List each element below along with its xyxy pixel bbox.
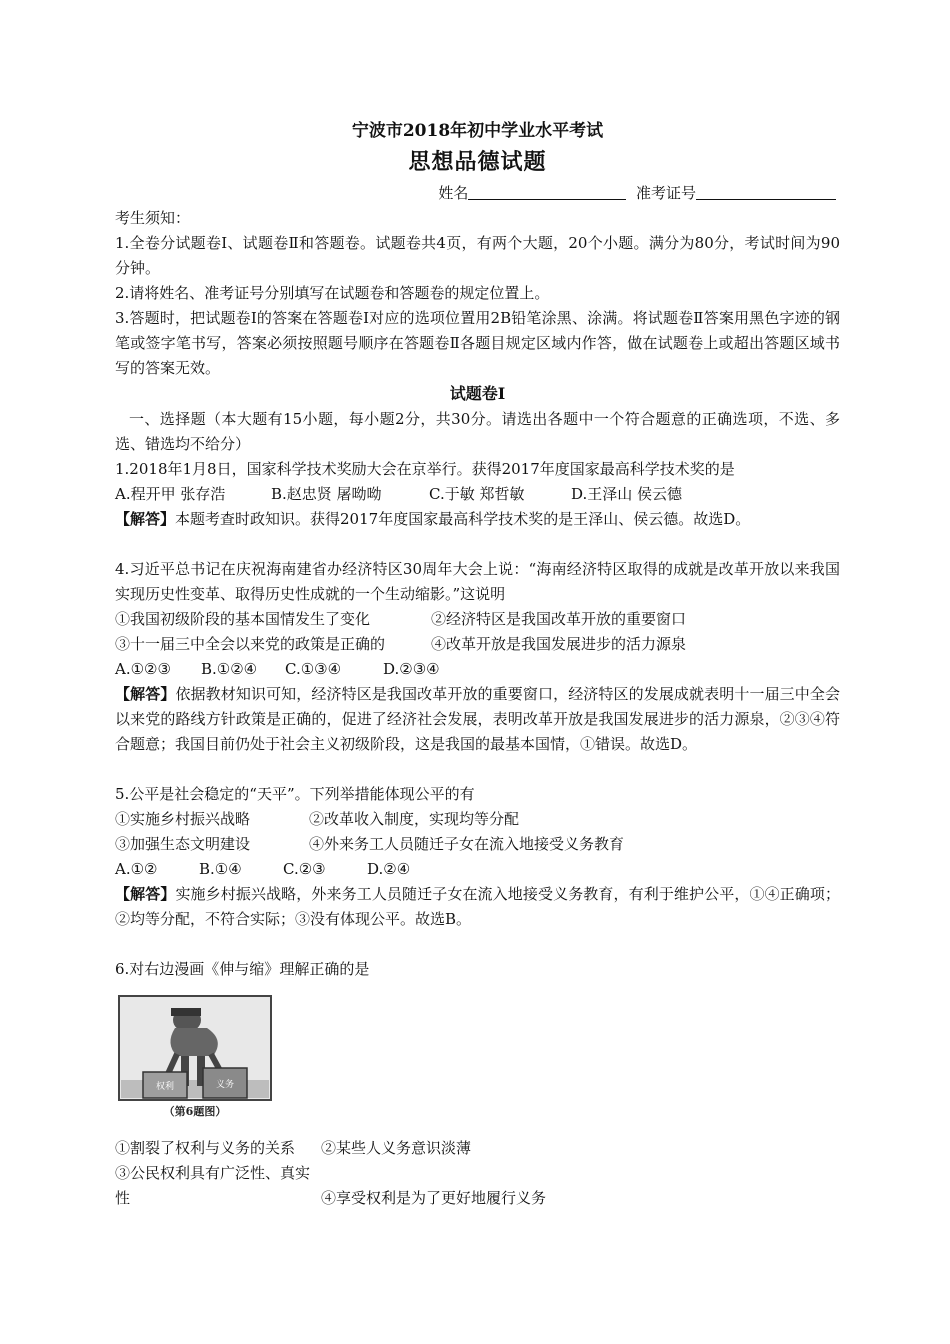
- question-4-answer: [115, 682, 840, 757]
- cartoon-figure: [115, 994, 275, 1122]
- option-d: D.②④: [367, 860, 411, 878]
- question-1-options: [115, 482, 840, 507]
- question-6-statements: [115, 1136, 840, 1161]
- question-5-statements: [115, 807, 840, 832]
- question-1-answer: [115, 507, 840, 532]
- statement-3: ③十一届三中全会以来党的政策是正确的: [115, 635, 386, 653]
- option-a: A.程开甲 张存浩: [115, 485, 226, 503]
- statement-3: ③加强生态文明建设: [115, 835, 251, 853]
- answer-label: 【解答】: [115, 510, 176, 528]
- question-5-options: [115, 857, 840, 882]
- statement-4: ④外来务工人员随迁子女在流入地接受义务教育: [309, 835, 625, 853]
- option-b: B.①②④: [201, 660, 258, 678]
- statement-4: ④享受权利是为了更好地履行义务: [321, 1189, 547, 1207]
- question-5-statements: [115, 832, 840, 857]
- exam-title: 宁波市2018年初中学业水平考试: [351, 121, 604, 141]
- question-4-statements: [115, 632, 840, 657]
- option-c: C.②③: [283, 860, 326, 878]
- statement-2: ②改革收入制度，实现均等分配: [309, 810, 520, 828]
- option-b: B.赵忠贤 屠呦呦: [271, 485, 382, 503]
- name-blank: [468, 183, 626, 200]
- notice-item: 2.请将姓名、准考证号分别填写在试题卷和答题卷的规定位置上。: [115, 284, 550, 302]
- cartoon-illustration: [115, 994, 275, 1122]
- question-4-options: [115, 657, 840, 682]
- left-box-label: 权利: [155, 1082, 175, 1092]
- exam-subtitle: 思想品德试题: [408, 149, 547, 175]
- name-label: 姓名: [438, 184, 469, 202]
- statement-4: ④改革开放是我国发展进步的活力源泉: [431, 635, 687, 653]
- candidate-info-row: [115, 180, 840, 206]
- option-d: D.王泽山 侯云德: [571, 485, 683, 503]
- answer-label: 【解答】: [115, 885, 176, 903]
- question-1-stem: 1.2018年1月8日，国家科学技术奖励大会在京举行。获得2017年度国家最高科学技术奖的是: [115, 460, 735, 478]
- statement-1: ①实施乡村振兴战略: [115, 810, 251, 828]
- question-4-statements: [115, 607, 840, 632]
- statement-1: ①割裂了权利与义务的关系: [115, 1139, 296, 1157]
- option-d: D.②③④: [383, 660, 440, 678]
- answer-text: 依据教材知识可知，经济特区是我国改革开放的重要窗口，经济特区的发展成就表明十一届三中全会以来党的路线方针政策是正确的，促进了经济社会发展，表明改革开放是我国发展进步的活力源泉，②③④符合题意；我国目前仍处于社会主义初级阶段，这是我国的最基本国情，①错误。故选D。: [115, 685, 840, 753]
- answer-label: 【解答】: [115, 685, 176, 703]
- question-6-statements: [115, 1161, 840, 1211]
- section-title: 试题卷Ⅰ: [449, 384, 506, 403]
- question-4-stem: 4.习近平总书记在庆祝海南建省办经济特区30周年大会上说：“海南经济特区取得的成就是改革开放以来我国实现历史性变革、取得历史性成就的一个生动缩影。”这说明: [115, 560, 840, 603]
- question-6-stem: 6.对右边漫画《伸与缩》理解正确的是: [115, 960, 370, 978]
- figure-caption: （第6题图）: [163, 1105, 227, 1118]
- statement-2: ②某些人义务意识淡薄: [321, 1139, 472, 1157]
- notice-item: 1.全卷分试题卷Ⅰ、试题卷Ⅱ和答题卷。试题卷共4页，有两个大题，20个小题。满分为80分，考试时间为90分钟。: [115, 234, 840, 277]
- id-label: 准考证号: [635, 184, 696, 202]
- option-c: C.①③④: [285, 660, 342, 678]
- statement-2: ②经济特区是我国改革开放的重要窗口: [431, 610, 687, 628]
- id-blank: [696, 183, 836, 200]
- answer-text: 本题考查时政知识。获得2017年度国家最高科学技术奖的是王泽山、侯云德。故选D。: [175, 510, 751, 528]
- question-5-answer: [115, 882, 840, 932]
- right-box-label: 义务: [215, 1080, 235, 1090]
- option-a: A.①②: [115, 860, 158, 878]
- answer-text: 实施乡村振兴战略，外来务工人员随迁子女在流入地接受义务教育，有利于维护公平，①④正确项；②均等分配，不符合实际；③没有体现公平。故选B。: [115, 885, 840, 928]
- option-a: A.①②③: [115, 660, 171, 678]
- statement-1: ①我国初级阶段的基本国情发生了变化: [115, 610, 371, 628]
- exam-page: [115, 110, 840, 1211]
- section-instruction: 一、选择题（本大题有15小题，每小题2分，共30分。请选出各题中一个符合题意的正确选项，不选、多选、错选均不给分）: [115, 410, 840, 453]
- option-c: C.于敏 郑哲敏: [429, 485, 525, 503]
- notice-item: 3.答题时，把试题卷Ⅰ的答案在答题卷Ⅰ对应的选项位置用2B铅笔涂黑、涂满。将试题卷Ⅱ答案用黑色字迹的钢笔或签字笔书写，答案必须按照题号顺序在答题卷Ⅱ各题目规定区域内作答，做在试题卷上或超出答题区域书写的答案无效。: [115, 309, 840, 377]
- statement-3: ③公民权利具有广泛性、真实性: [115, 1164, 311, 1207]
- option-b: B.①④: [199, 860, 242, 878]
- notice-heading: 考生须知：: [115, 209, 191, 227]
- question-5-stem: 5.公平是社会稳定的“天平”。下列举措能体现公平的有: [115, 785, 475, 803]
